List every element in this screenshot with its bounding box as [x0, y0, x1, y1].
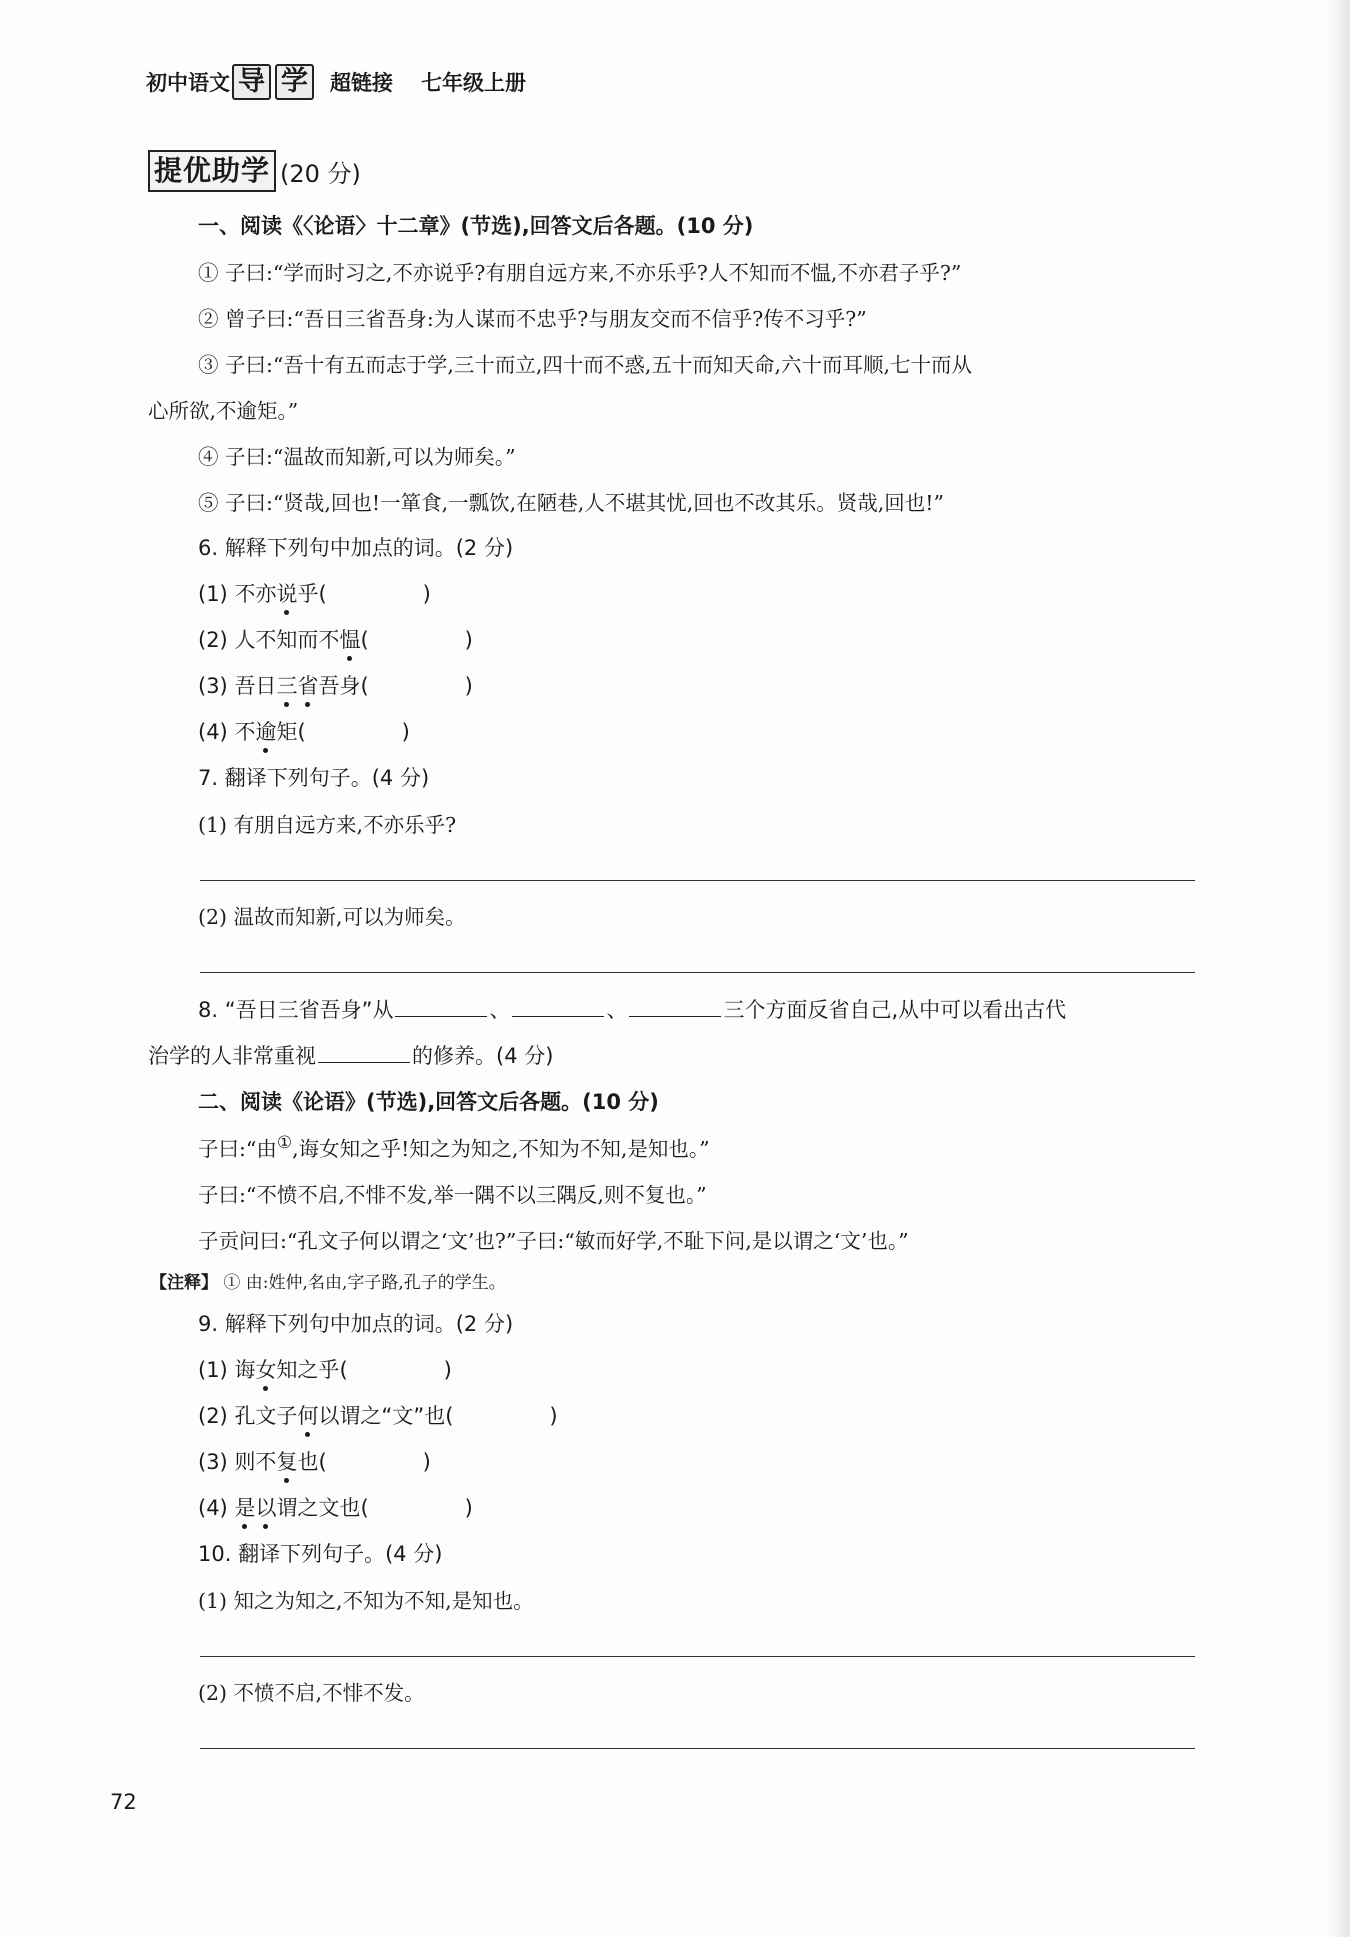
q6-item-3-close: ) [464, 674, 473, 698]
page-edge-shadow [1328, 0, 1350, 1937]
header-grade: 七年级上册 [421, 71, 526, 95]
q6-item-1 [198, 578, 431, 608]
passage-2: ② 曾子曰:“吾日三省吾身:为人谋而不忠乎?与朋友交而不信乎?传不习乎?” [198, 307, 867, 331]
q9-item-4-text2: 谓之文也 [276, 1496, 361, 1520]
header-box-xue: 学 [275, 64, 314, 100]
q9-item-1-dotted: 女 [255, 1358, 277, 1382]
q9-item-3-num: (3) [198, 1450, 228, 1474]
q10-answer-line-2[interactable] [200, 1748, 1195, 1749]
q8-sep-1: 、 [489, 998, 511, 1022]
q9-item-3-text: 则不 [234, 1450, 277, 1474]
p2-passage-2: 子曰:“不愤不启,不悱不发,举一隅不以三隅反,则不复也。” [198, 1183, 707, 1207]
passage-4: ④ 子曰:“温故而知新,可以为师矣。” [198, 445, 516, 469]
q9-item-1-paren: ( [339, 1358, 348, 1382]
q6-item-3 [198, 670, 473, 700]
q6-item-3-dotted: 三 [276, 674, 298, 698]
q6-item-3-paren: ( [360, 674, 369, 698]
q8-blank-4[interactable] [318, 1044, 410, 1063]
passage-5: ⑤ 子曰:“贤哉,回也!一箪食,一瓢饮,在陋巷,人不堪其忧,回也不改其乐。贤哉,回也!” [198, 491, 944, 515]
q9-item-4-dotted: 是 [234, 1496, 256, 1520]
q9-item-2-close: ) [549, 1404, 558, 1428]
section-score: (20 分) [280, 159, 361, 188]
q10-sentence-2: (2) 不愤不启,不悱不发。 [198, 1681, 425, 1705]
q6-item-1-num: (1) [198, 582, 228, 606]
q8-line-2 [148, 1040, 553, 1070]
q9-title: 9. 解释下列句中加点的词。(2 分) [198, 1312, 514, 1336]
q6-item-4-dotted: 逾 [255, 720, 277, 744]
q8-line-1 [198, 994, 1066, 1024]
q10-title: 10. 翻译下列句子。(4 分) [198, 1542, 443, 1566]
q9-item-2-dotted: 何 [297, 1404, 319, 1428]
q6-item-1-paren: ( [318, 582, 327, 606]
q9-item-1-text: 诲 [234, 1358, 256, 1382]
q6-item-2-text: 人不知而不 [234, 628, 340, 652]
p2-passage-3: 子贡问曰:“孔文子何以谓之‘文’也?”子曰:“敏而好学,不耻下问,是以谓之‘文’也。” [198, 1229, 909, 1253]
section-title-box: 提优助学 [148, 150, 276, 192]
note-text: ① 由:姓仲,名由,字子路,孔子的学生。 [223, 1273, 506, 1293]
q8-text-d: 的修养。(4 分) [412, 1044, 554, 1068]
p2-passage-1-b: ,诲女知之乎!知之为知之,不知为不知,是知也。” [292, 1137, 710, 1161]
passage-3: ③ 子曰:“吾十有五而志于学,三十而立,四十而不惑,五十而知天命,六十而耳顺,七十而从 [198, 353, 972, 377]
q6-item-4-paren: ( [297, 720, 306, 744]
q8-blank-1[interactable] [395, 998, 487, 1017]
footnote-ref: ① [276, 1133, 293, 1154]
q6-item-2-paren: ( [360, 628, 369, 652]
passage-3-cont: 心所欲,不逾矩。” [148, 399, 299, 423]
q6-item-4-text: 不 [234, 720, 256, 744]
q9-item-1-num: (1) [198, 1358, 228, 1382]
q8-blank-3[interactable] [629, 998, 721, 1017]
q9-item-4-num: (4) [198, 1496, 228, 1520]
q10-sentence-1: (1) 知之为知之,不知为不知,是知也。 [198, 1589, 534, 1613]
q7-answer-line-1[interactable] [200, 880, 1195, 881]
header-title-part2: 超链接 [330, 71, 393, 95]
q6-item-1-dotted: 说 [276, 582, 298, 606]
q9-item-1-close: ) [443, 1358, 452, 1382]
note-label: 【注释】 [150, 1273, 218, 1293]
q6-item-3-num: (3) [198, 674, 228, 698]
q9-item-2-text2: 以谓之“文”也 [318, 1404, 446, 1428]
q9-item-2-text: 孔文子 [234, 1404, 298, 1428]
q8-text-b: 三个方面反省自己,从中可以看出古代 [723, 998, 1067, 1022]
q9-item-2 [198, 1400, 558, 1430]
q6-item-1-text: 不亦 [234, 582, 277, 606]
q10-answer-line-1[interactable] [200, 1656, 1195, 1657]
q7-sentence-2: (2) 温故而知新,可以为师矣。 [198, 905, 466, 929]
q8-text-c: 治学的人非常重视 [148, 1044, 316, 1068]
q9-item-3 [198, 1446, 431, 1476]
q8-blank-2[interactable] [512, 998, 604, 1017]
q6-item-3-dotted2: 省 [297, 674, 319, 698]
q9-item-1-text2: 知之乎 [276, 1358, 340, 1382]
q6-title: 6. 解释下列句中加点的词。(2 分) [198, 536, 514, 560]
header-box-dao: 导 [232, 64, 271, 100]
section-title [148, 150, 361, 192]
q6-item-4 [198, 716, 410, 746]
part2-heading: 二、阅读《论语》(节选),回答文后各题。(10 分) [198, 1090, 659, 1114]
q9-item-2-num: (2) [198, 1404, 228, 1428]
q7-sentence-1: (1) 有朋自远方来,不亦乐乎? [198, 813, 457, 837]
q9-item-3-text2: 也 [297, 1450, 319, 1474]
q7-answer-line-2[interactable] [200, 972, 1195, 973]
q9-item-3-dotted: 复 [276, 1450, 298, 1474]
q9-item-4-close: ) [464, 1496, 473, 1520]
q6-item-3-text2: 吾身 [318, 674, 361, 698]
note [150, 1268, 506, 1293]
p2-passage-1-a: 子曰:“由 [198, 1137, 277, 1161]
q9-item-4 [198, 1492, 473, 1522]
q6-item-2 [198, 624, 473, 654]
q6-item-4-num: (4) [198, 720, 228, 744]
header-title-part1: 初中语文 [146, 71, 230, 95]
q6-item-3-text: 吾日 [234, 674, 277, 698]
q9-item-3-close: ) [422, 1450, 431, 1474]
q9-item-2-paren: ( [445, 1404, 454, 1428]
q8-text-a: 8. “吾日三省吾身”从 [198, 998, 394, 1022]
q6-item-1-text2: 乎 [297, 582, 319, 606]
q6-item-1-close: ) [422, 582, 431, 606]
p2-passage-1 [198, 1132, 710, 1162]
q9-item-3-paren: ( [318, 1450, 327, 1474]
q7-title: 7. 翻译下列句子。(4 分) [198, 766, 430, 790]
q8-sep-2: 、 [606, 998, 628, 1022]
page-number: 72 [110, 1790, 137, 1814]
q6-item-4-close: ) [401, 720, 410, 744]
passage-1: ① 子曰:“学而时习之,不亦说乎?有朋自远方来,不亦乐乎?人不知而不愠,不亦君子乎?” [198, 261, 962, 285]
q6-item-2-num: (2) [198, 628, 228, 652]
q9-item-1 [198, 1354, 452, 1384]
book-header [146, 62, 526, 102]
q6-item-2-close: ) [464, 628, 473, 652]
q6-item-2-dotted: 愠 [339, 628, 361, 652]
q9-item-4-paren: ( [360, 1496, 369, 1520]
q6-item-4-text2: 矩 [276, 720, 298, 744]
part1-heading: 一、阅读《〈论语〉十二章》(节选),回答文后各题。(10 分) [198, 214, 754, 238]
q9-item-4-dotted2: 以 [255, 1496, 277, 1520]
